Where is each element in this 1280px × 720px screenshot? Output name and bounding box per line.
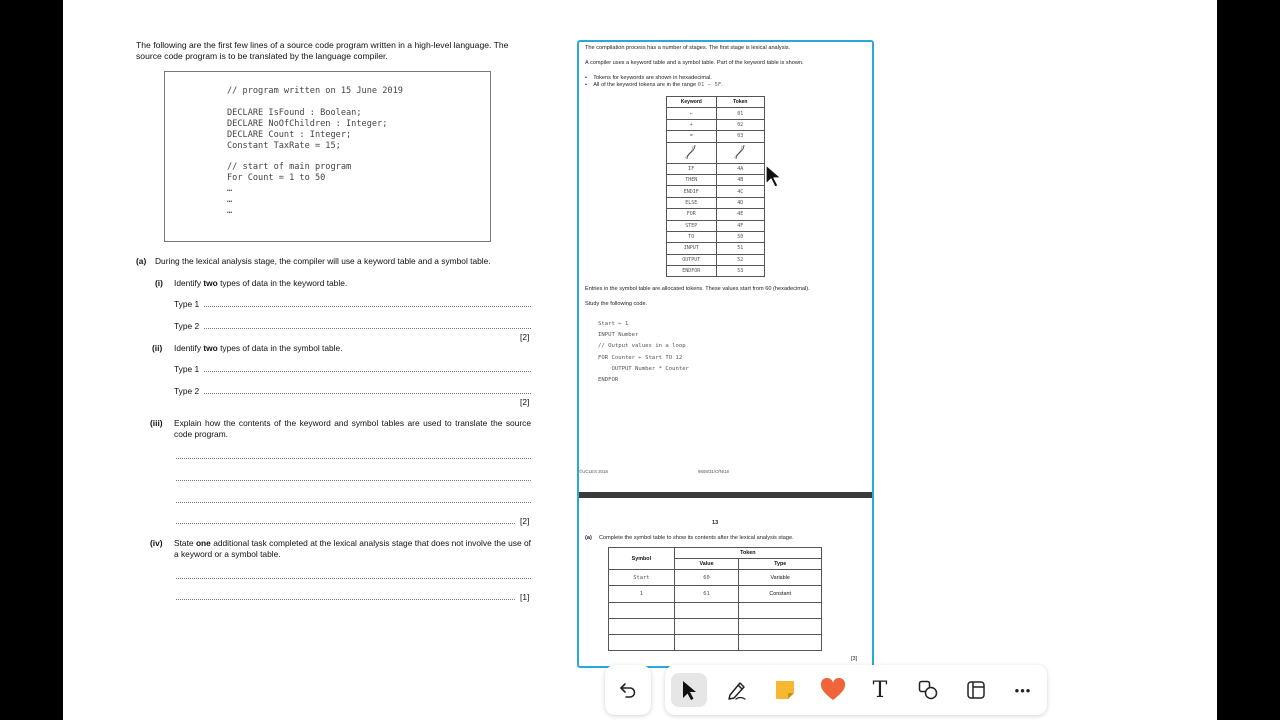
q-ii-type1-label: Type 1 [174, 364, 200, 374]
rp-q-text: Complete the symbol table to show its contents after the lexical analysis stage. [599, 535, 794, 541]
undo-icon [618, 680, 638, 700]
q-i-type1-label: Type 1 [174, 299, 200, 309]
rp-code-line: OUTPUT Number * Counter [598, 365, 689, 372]
shapes-tool-button[interactable] [910, 673, 946, 707]
sy-table-cell[interactable]: 60 [674, 570, 739, 586]
sy-header-symbol: Symbol [609, 548, 675, 570]
mouse-cursor-icon [765, 164, 783, 188]
rp-footer-mid: 9608/31/O/N/18 [698, 469, 730, 474]
kw-table-cell: 4F [716, 220, 764, 231]
more-button[interactable]: ••• [1014, 682, 1032, 698]
sy-table-cell[interactable] [674, 635, 739, 651]
rp-code-line: ENDFOR [598, 377, 619, 383]
q-i-type2-answer-line[interactable] [204, 321, 531, 329]
kw-table-cell: 50 [716, 231, 764, 242]
q-iii-label: (iii) [150, 418, 163, 428]
undo-button[interactable] [610, 673, 646, 707]
part-a-text: During the lexical analysis stage, the compiler will use a keyword table and a symbol table. [155, 256, 491, 266]
heart-tool-button[interactable] [815, 673, 851, 707]
rp-entries-text: Entries in the symbol table are allocated tokens. These values start from 60 (hexadecimal). [585, 286, 810, 292]
kw-table-cell: + [667, 119, 717, 130]
q-iv-answer-line-1[interactable] [176, 571, 531, 579]
select-tool-button[interactable] [671, 673, 707, 707]
pen-icon [726, 679, 748, 701]
layout-icon [965, 679, 987, 701]
q-ii-type2-answer-line[interactable] [204, 386, 531, 394]
kw-table-row [667, 209, 765, 220]
kw-table-cell: THEN [667, 174, 717, 185]
sy-header-type: Type [739, 559, 822, 570]
kw-table-row [667, 163, 765, 174]
sy-table-row[interactable] [609, 635, 822, 651]
q-iii-answer-line-2[interactable] [176, 473, 531, 481]
source-code-line: // program written on 15 June 2019 [227, 86, 403, 96]
kw-table-row [667, 197, 765, 208]
q-iv-marks: [1] [520, 592, 530, 602]
q-i-label: (i) [155, 278, 163, 288]
rp-line-2: A compiler uses a keyword table and a symbol table. Part of the keyword table is shown. [585, 60, 804, 66]
symbol-table [608, 547, 822, 651]
layout-tool-button[interactable] [958, 673, 994, 707]
rp-footer-left: ©UCLES 2018 [579, 469, 608, 474]
rp-marks: [3] [851, 656, 858, 662]
kw-table-cell: 4A [716, 163, 764, 174]
source-code-line: … [227, 205, 233, 216]
kw-table-row [667, 131, 765, 142]
sy-table-cell[interactable]: Constant [739, 586, 822, 602]
sy-header-value: Value [674, 559, 739, 570]
tool-group [665, 665, 1047, 715]
kw-break-row [667, 142, 765, 163]
q-i-marks: [2] [520, 332, 530, 342]
text-tool-button[interactable]: T [872, 677, 888, 703]
rp-q-label: (a) [585, 535, 592, 541]
sy-table-cell[interactable] [609, 602, 675, 618]
sy-table-row[interactable] [609, 570, 822, 586]
kw-table-cell: OUTPUT [667, 254, 717, 265]
left-page [63, 0, 563, 720]
q-iv-text: State one additional task completed at the lexical analysis stage that does not involve the use of a keyword or a symbol table. [174, 538, 531, 559]
kw-table-row [667, 220, 765, 231]
source-code-line: For Count = 1 to 50 [227, 173, 326, 184]
sy-table-row[interactable] [609, 618, 822, 634]
undo-group [605, 665, 651, 715]
q-iii-answer-line-4[interactable] [176, 516, 515, 524]
rp-code-line: // Output values in a loop [598, 343, 686, 350]
sy-table-row[interactable] [609, 602, 822, 618]
part-a-label: (a) [136, 256, 147, 266]
q-ii-text: Identify two types of data in the symbol table. [174, 343, 343, 353]
sy-table-cell[interactable] [674, 618, 739, 634]
sy-table-cell[interactable]: Start [609, 570, 675, 586]
source-code-line: // start of main program [227, 162, 352, 173]
source-code-line: DECLARE NoOfChildren : Integer; [227, 118, 388, 129]
kw-table-cell: 4D [716, 197, 764, 208]
tilde-break-icon [716, 142, 764, 163]
kw-table-cell: ENDFOR [667, 266, 717, 277]
source-code-box [164, 71, 491, 242]
kw-header-token: Token [716, 97, 764, 108]
sticky-note-icon [774, 679, 796, 701]
kw-table-row [667, 174, 765, 185]
sy-table-cell[interactable]: 61 [674, 586, 739, 602]
shapes-icon [917, 679, 939, 701]
keyword-table [666, 96, 765, 277]
kw-table-cell: = [667, 131, 717, 142]
kw-table-cell: 53 [716, 266, 764, 277]
kw-table-cell: ENDIF [667, 186, 717, 197]
heart-icon [820, 678, 846, 702]
source-code-line: … [227, 184, 233, 195]
q-iv-label: (iv) [150, 538, 163, 548]
q-iv-answer-line-2[interactable] [176, 592, 515, 600]
q-ii-type1-answer-line[interactable] [204, 364, 531, 372]
kw-table-cell: FOR [667, 209, 717, 220]
sticky-note-tool-button[interactable] [767, 673, 803, 707]
kw-table-row [667, 186, 765, 197]
q-iii-marks: [2] [520, 516, 530, 526]
sy-table-cell[interactable] [609, 618, 675, 634]
pen-tool-button[interactable] [719, 673, 755, 707]
kw-table-row [667, 119, 765, 130]
kw-table-cell: 02 [716, 119, 764, 130]
sy-table-cell[interactable]: 1 [609, 586, 675, 602]
kw-header-keyword: Keyword [667, 97, 717, 108]
q-i-type1-answer-line[interactable] [204, 299, 531, 307]
sy-table-cell[interactable] [674, 602, 739, 618]
intro-text: The following are the first few lines of a source code program written in a high-level language. The source code program is to be translated by the language compiler. [136, 40, 509, 61]
kw-table-cell: ← [667, 108, 717, 119]
sy-table-row[interactable] [609, 586, 822, 602]
kw-table-cell: STEP [667, 220, 717, 231]
rp-bullet-1: • Tokens for keywords are shown in hexadecimal. [585, 75, 712, 81]
sy-header-token: Token [674, 548, 821, 559]
q-i-type2-label: Type 2 [174, 321, 200, 331]
rp-code-line: Start ← 1 [598, 321, 629, 327]
q-ii-marks: [2] [520, 397, 530, 407]
kw-table-cell: INPUT [667, 243, 717, 254]
rp-study-text: Study the following code. [585, 301, 648, 307]
kw-table-cell: 01 [716, 108, 764, 119]
rp-bullet-2: • All of the keyword tokens are in the range 01 – 5F. [585, 82, 723, 88]
q-iii-answer-line-1[interactable] [176, 451, 531, 459]
kw-table-cell: IF [667, 163, 717, 174]
document-canvas[interactable] [63, 0, 1217, 720]
q-iii-text: Explain how the contents of the keyword and symbol tables are used to translate the source code program. [174, 418, 531, 439]
sy-table-cell[interactable] [739, 602, 822, 618]
rp-code-line: INPUT Number [598, 332, 639, 339]
kw-table-cell: ELSE [667, 197, 717, 208]
source-code-line: DECLARE IsFound : Boolean; [227, 107, 362, 118]
sy-table-cell[interactable]: Variable [739, 570, 822, 586]
q-i-text: Identify two types of data in the keyword table. [174, 278, 348, 288]
kw-table-cell: 4E [716, 209, 764, 220]
select-icon [679, 679, 699, 701]
kw-table-cell: TO [667, 231, 717, 242]
sy-table-cell[interactable] [739, 635, 822, 651]
rp-line-1: The compilation process has a number of stages. The first stage is lexical analysis. [585, 45, 791, 51]
rp-page-number: 13 [712, 520, 719, 526]
q-iii-answer-line-3[interactable] [176, 495, 531, 503]
kw-table-row [667, 254, 765, 265]
rp-code-line: FOR Counter ← Start TO 12 [598, 354, 683, 361]
sy-table-cell[interactable] [609, 635, 675, 651]
source-code-line: … [227, 195, 233, 205]
kw-table-cell: 52 [716, 254, 764, 265]
kw-table-row [667, 266, 765, 277]
tilde-break-icon [667, 142, 717, 163]
kw-table-cell: 51 [716, 243, 764, 254]
q-ii-label: (ii) [152, 343, 163, 353]
page-divider [579, 492, 874, 498]
selected-page-thumbnail[interactable] [577, 40, 874, 668]
annotation-toolbar [605, 665, 1047, 715]
kw-table-cell: 4C [716, 186, 764, 197]
q-ii-type2-label: Type 2 [174, 386, 200, 396]
kw-table-cell: 03 [716, 131, 764, 142]
kw-table-row [667, 243, 765, 254]
kw-table-cell: 4B [716, 174, 764, 185]
source-code-line: DECLARE Count : Integer; [227, 129, 352, 140]
sy-table-cell[interactable] [739, 618, 822, 634]
source-code-line: Constant TaxRate = 15; [227, 140, 341, 151]
kw-table-row [667, 231, 765, 242]
kw-table-row [667, 108, 765, 119]
